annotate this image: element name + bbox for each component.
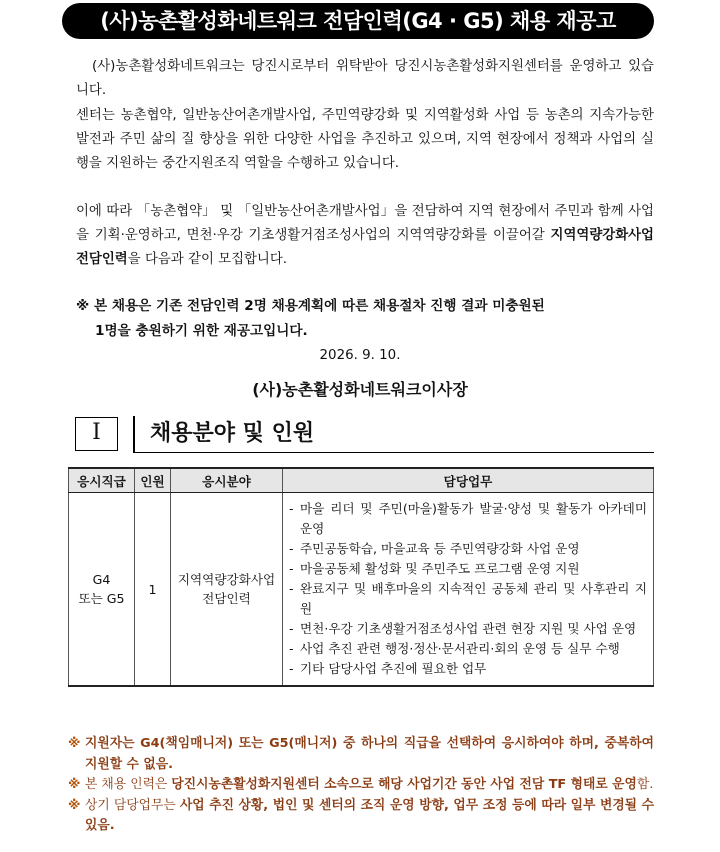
notice-date: 2026. 9. 10. xyxy=(319,348,401,363)
note-item xyxy=(68,796,654,837)
note-text-bold: 당진시농촌활성화지원센터 소속으로 해당 사업기간 동안 사업 전담 TF 형태로 운영 xyxy=(171,777,637,793)
recruitment-table xyxy=(68,467,654,687)
notes-section xyxy=(68,734,654,837)
cell-grade xyxy=(69,493,135,687)
section-title: 채용분야 및 인원 xyxy=(150,421,315,446)
cell-field xyxy=(171,493,283,687)
notice-mark: ※ xyxy=(76,298,90,314)
note-mark: ※ xyxy=(68,777,81,793)
header-count: 인원 xyxy=(135,468,171,493)
note-item xyxy=(68,734,654,775)
intro-paragraph-3-part-a: 이에 따라 「농촌협약」 및 「일반농산어촌개발사업」을 전담하여 지역 현장에서 주민과 함께 사업을 기획·운영하고, 면천·우강 기초생활거점조성사업의 지역역량강화를 이끌어갈 xyxy=(76,204,654,244)
duty-item: - 마을공동체 활성화 및 주민주도 프로그램 운영 지원 xyxy=(288,559,647,579)
duty-list xyxy=(288,499,647,679)
duty-item: - 기타 담당사업 추진에 필요한 업무 xyxy=(288,659,647,679)
cell-duties xyxy=(283,493,654,687)
note-text: 지원자는 G4(책임매니저) 또는 G5(매니저) 중 하나의 직급을 선택하여 응시하여야 하며, 중복하여 지원할 수 없음. xyxy=(85,736,654,772)
duty-item: - 사업 추진 관련 행정·정산·문서관리·회의 운영 등 실무 수행 xyxy=(288,639,647,659)
notice-title: (사)농촌활성화네트워크 전담인력(G4 · G5) 채용 재공고 xyxy=(62,3,654,39)
reannouncement-notice xyxy=(76,294,654,344)
table-row xyxy=(69,493,654,687)
duty-item: - 주민공동학습, 마을교육 등 주민역량강화 사업 운영 xyxy=(288,539,647,559)
cell-count: 1 xyxy=(135,493,171,687)
table-header-row xyxy=(69,468,654,493)
note-text-pre: 상기 담당업무는 xyxy=(85,797,180,813)
header-duties: 담당업무 xyxy=(283,468,654,493)
notice-line-2: 1명을 충원하기 위한 재공고입니다. xyxy=(95,323,308,339)
note-text-pre: 본 채용 인력은 xyxy=(85,777,172,793)
intro-paragraph-2: 센터는 농촌협약, 일반농산어촌개발사업, 주민역량강화 및 지역활성화 사업 등 농촌의 지속가능한 발전과 주민 삶의 질 향상을 위한 다양한 사업을 추진하고 있으며, 지역 현장에서 정책과 사업의 실행을 지원하는 중간지원조직 역할을 수행하고 있습니다. xyxy=(76,108,654,172)
note-mark: ※ xyxy=(68,797,81,813)
header-field: 응시분야 xyxy=(171,468,283,493)
duty-item: - 마을 리더 및 주민(마을)활동가 발굴·양성 및 활동가 아카데미 운영 xyxy=(288,499,647,539)
field-line-2: 전담인력 xyxy=(202,591,251,606)
intro-paragraph-3 xyxy=(76,200,654,273)
field-line-1: 지역역량강화사업 xyxy=(177,572,276,587)
section-underline xyxy=(134,452,654,453)
section-divider xyxy=(133,416,135,453)
grade-line-2: 또는 G5 xyxy=(78,591,125,606)
duty-item: - 완료지구 및 배후마을의 지속적인 공동체 관리 및 사후관리 지원 xyxy=(288,579,647,619)
notice-line-1: 본 채용은 기존 전담인력 2명 채용계획에 따른 채용절차 진행 결과 미충원된 xyxy=(94,298,545,314)
intro-paragraph-1: (사)농촌활성화네트워크는 당진시로부터 위탁받아 당진시농촌활성화지원센터를 운영하고 있습니다. xyxy=(76,59,654,99)
header-grade: 응시직급 xyxy=(69,468,135,493)
note-text-post: 함. xyxy=(636,777,654,793)
intro-paragraph-3-part-b: 을 다음과 같이 모집합니다. xyxy=(127,252,288,268)
intro-highlight: 지역역량강화사업 전담인력 xyxy=(76,228,654,268)
note-mark: ※ xyxy=(68,736,81,751)
note-item xyxy=(68,775,654,796)
duty-item: - 면천·우강 기초생활거점조성사업 관련 현장 지원 및 사업 운영 xyxy=(288,619,647,639)
note-text-bold: 사업 추진 상황, 법인 및 센터의 조직 운영 방향, 업무 조정 등에 따라 일부 변경될 수 있음. xyxy=(85,797,654,834)
section-number: Ⅰ xyxy=(75,417,118,451)
organization-name: (사)농촌활성화네트워크이사장 xyxy=(252,380,468,399)
grade-line-1: G4 xyxy=(92,572,111,587)
